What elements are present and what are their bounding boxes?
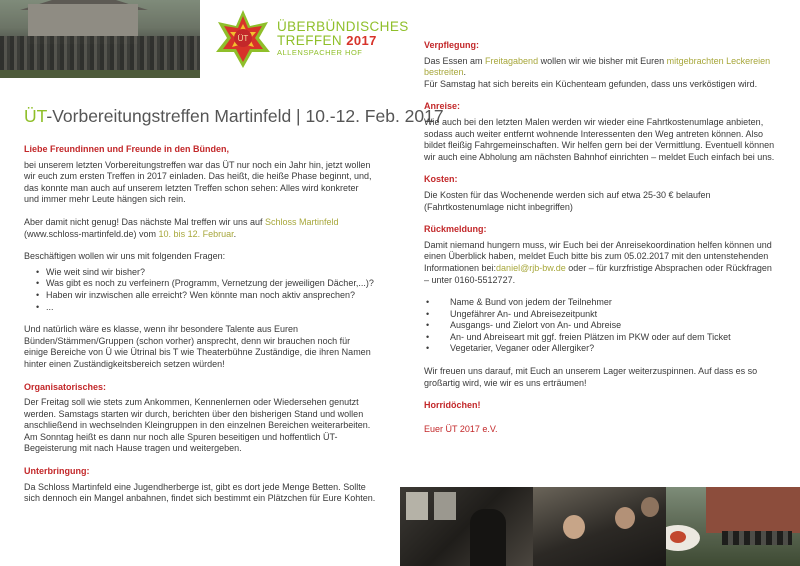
rsvp-post: oder – für kurzfristige Absprachen oder Rückfragen – unter 0160-5512727. — [424, 262, 772, 285]
next-post: . — [233, 228, 237, 239]
photo-person — [470, 509, 506, 566]
org-paragraph: Der Freitag soll wie stets zum Ankommen, Kennenlernen oder Wiedersehen genutzt werden. Samstags starten wir durch, berichten über den bisherigen Stand und wollen anschließend in wechselnden Kleingruppen in den einzelnen Bereichen weiterarbeiten. Am Sonntag heißt es dann nur noch alle Spuren beseitigen und hoffentlich ÜT-Begeisterung mit nach Hause tragen und weitergeben. — [24, 397, 371, 454]
questions-intro: Beschäftigen wollen wir uns mit folgenden Fragen: — [24, 251, 226, 262]
question-item: • Haben wir inzwischen alle erreicht? Wen könnte man noch aktiv ansprechen? — [36, 290, 376, 302]
food-highlight-snacks: mitgebrachten Leckereien bestreiten — [424, 55, 771, 78]
farewell-heading: Horridöchen! — [424, 400, 481, 411]
question-item: • Was gibt es noch zu verfeinern (Programm, Vernetzung der jeweiligen Dächer,...)? — [36, 278, 376, 290]
questions-list — [24, 267, 376, 313]
photo-person — [563, 515, 585, 539]
photo-building — [706, 487, 800, 533]
intro-paragraph: bei unserem letzten Vorbereitungstreffen war das ÜT nur noch ein Jahr hin, jetzt wollen wir euch zum ersten Treffen in 2017 einladen. Das heißt, die heiße Phase beginnt, und, das konnte man auch auf unserem letzten Treffen schon sehen: Alles wird konkreter und immer mehr Leute hängen sich rein. — [24, 159, 372, 205]
photo-outdoor-meal — [666, 487, 800, 566]
food-pre: Das Essen am — [424, 55, 486, 66]
logo-wordmark — [277, 20, 409, 57]
right-column — [424, 40, 776, 446]
photo-crowd — [722, 531, 792, 545]
travel-heading: Anreise: — [424, 101, 461, 112]
ut-star-logo — [212, 8, 274, 70]
logo-line2 — [277, 34, 409, 48]
rsvp-list — [424, 297, 776, 355]
question-item: • Wie weit sind wir bisher? — [36, 267, 376, 279]
photo-grass — [0, 70, 200, 78]
logo-line1: ÜBERBÜNDISCHES — [277, 19, 409, 34]
photo-person — [615, 507, 635, 529]
food-line2: Für Samstag hat sich bereits ein Küchenteam gefunden, dass uns verköstigen wird. — [424, 78, 758, 89]
accommodation-paragraph: Da Schloss Martinfeld eine Jugendherberge ist, gibt es dort jede Menge Betten. Sollte sich dennoch ein Mangel anbahnen, findet sich bestimmt ein Plätzchen für Eure Kohten. — [24, 481, 376, 504]
date-highlight: 10. bis 12. Februar — [158, 228, 234, 239]
venue-highlight: Schloss Martinfeld — [264, 216, 339, 227]
signature: Euer ÜT 2017 e.V. — [424, 423, 498, 434]
talents-paragraph: Und natürlich wäre es klasse, wenn ihr besondere Talente aus Euren Bünden/Stämmen/Gruppen (schon vorher) ansprecht, denn wir brauchen noch für einige Bereiche von Ü wie Ütrinal bis T wie Theaterbühne Zuständige, die ihren Namen hinter einen Zuständigkeitsbereich setzen würden! — [24, 324, 371, 369]
photo-window — [434, 492, 456, 520]
food-paragraph — [424, 56, 776, 91]
group-photo — [0, 0, 200, 78]
logo-year: 2017 — [346, 32, 377, 48]
rsvp-item: • Name & Bund von jedem der Teilnehmer — [424, 297, 776, 309]
title-accent: ÜT — [24, 106, 47, 126]
food-mid: wollen wir wie bisher mit Euren — [538, 55, 667, 66]
photo-strip — [400, 487, 800, 566]
photo-music — [400, 487, 533, 566]
rsvp-item: • Vegetarier, Veganer oder Allergiker? — [424, 343, 776, 355]
next-mid: (www.schloss-martinfeld.de) vom — [24, 228, 159, 239]
title-rest: -Vorbereitungstreffen Martinfeld | 10.-12. Feb. 2017 — [46, 106, 444, 126]
cost-heading: Kosten: — [424, 174, 458, 185]
food-highlight-friday: Freitagabend — [485, 55, 539, 66]
photo-window — [406, 492, 428, 520]
rsvp-item: • Ausgangs- und Zielort von An- und Abreise — [424, 320, 776, 332]
org-heading: Organisatorisches: — [24, 381, 107, 392]
question-item: • ... — [36, 302, 376, 314]
next-meeting-paragraph — [24, 217, 376, 240]
cost-paragraph: Die Kosten für das Wochenende werden sich auf etwa 25-30 € belaufen (Fahrtkostenumlage nicht inbegriffen) — [424, 189, 711, 212]
rsvp-item: • An- und Abreiseart mit ggf. freien Plätzen im PKW oder auf dem Ticket — [424, 332, 776, 344]
photo-food — [670, 531, 686, 543]
accommodation-heading: Unterbringung: — [24, 466, 90, 477]
rsvp-heading: Rückmeldung: — [424, 224, 487, 235]
photo-person — [641, 497, 659, 517]
next-pre: Aber damit nicht genug! Das nächste Mal treffen wir uns auf — [24, 216, 265, 227]
rsvp-pre: Damit niemand hungern muss, wir Euch bei der Anreisekoordination helfen können und einen Überblick haben, meldet Euch bitte bis zum 05.02.2017 mit den untenstehenden Informationen bei: — [424, 239, 772, 273]
rsvp-item: • Ungefährer An- und Abreisezeitpunkt — [424, 309, 776, 321]
logo-word: TREFFEN — [277, 32, 343, 48]
closing-paragraph: Wir freuen uns darauf, mit Euch an unserem Lager weiterzuspinnen. Auf dass es so großartig wird, wie wir es uns erträumen! — [424, 366, 758, 388]
food-heading: Verpflegung: — [424, 40, 480, 50]
food-post: . — [463, 67, 467, 78]
logo-badge: ÜT — [237, 34, 249, 43]
travel-paragraph: Wie auch bei den letzten Malen werden wir wieder eine Fahrtkostenumlage anbieten, sodass auch weiter entfernt wohnende Interessenten den Weg antreten können. Also bildet fleißig Fahrgemeinschaften. Wir helfen gern bei der Vermittlung. Eventuell können wir auch eine Abholung am nächsten Bahnhof einrichten – meldet Euch einfach bei uns. — [424, 116, 775, 162]
page-title — [24, 106, 444, 127]
rsvp-paragraph — [424, 240, 776, 286]
greeting-heading: Liebe Freundinnen und Freunde in den Bünden, — [24, 144, 229, 154]
rsvp-email-link[interactable]: daniel@rjb-bw.de — [496, 262, 566, 273]
photo-group-talk — [533, 487, 666, 566]
logo-subtitle: ALLENSPACHER HOF — [277, 48, 363, 57]
left-column — [24, 144, 376, 516]
